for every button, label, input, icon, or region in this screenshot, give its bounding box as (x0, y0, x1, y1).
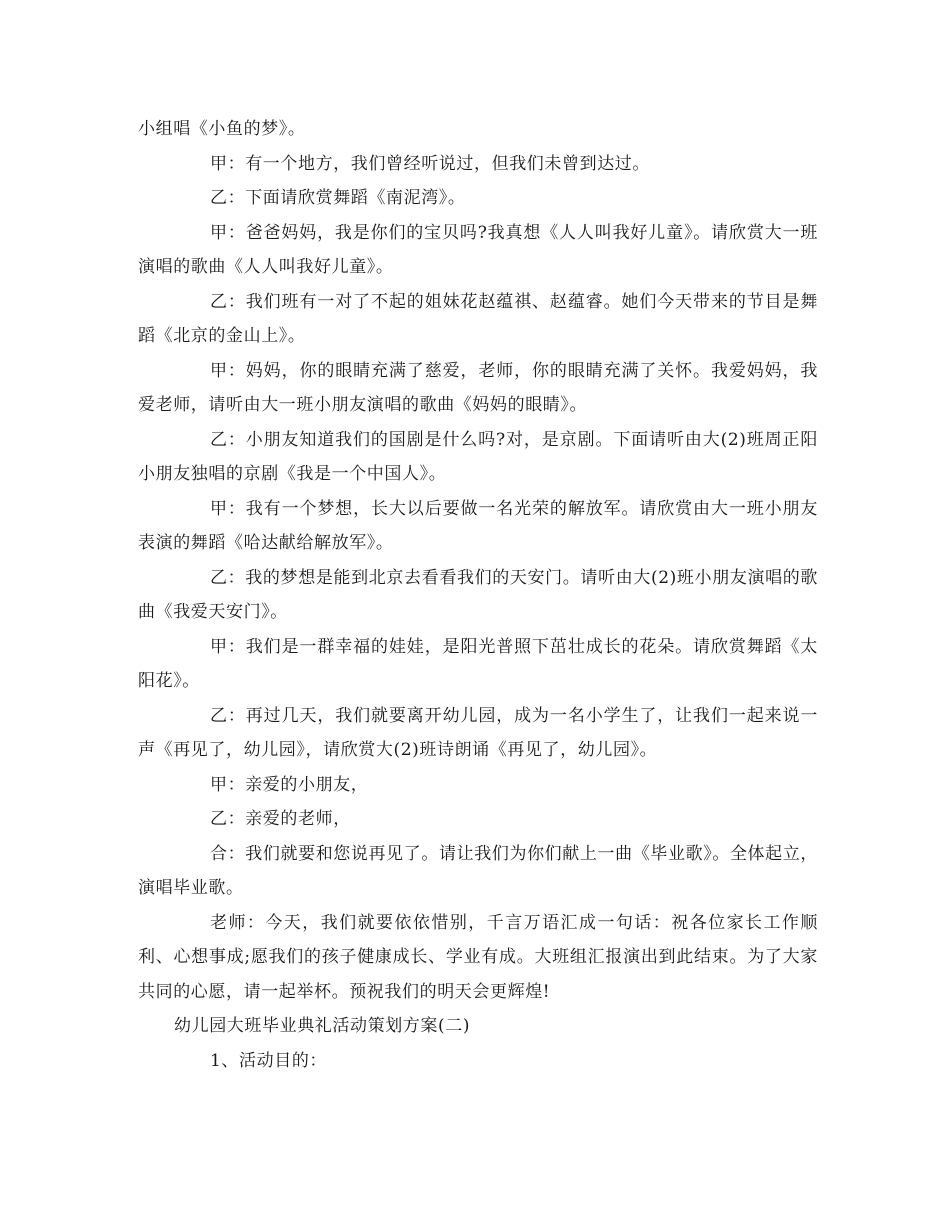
paragraph-6: 甲：妈妈，你的眼睛充满了慈爱，老师，你的眼睛充满了关怀。我爱妈妈，我爱老师，请听由大一班小朋友演唱的歌曲《妈妈的眼睛》。 (138, 360, 818, 415)
paragraph-9: 乙：我的梦想是能到北京去看看我们的天安门。请听由大(2)班小朋友演唱的歌曲《我爱天安门》。 (138, 567, 818, 622)
paragraph-14: 合：我们就要和您说再见了。请让我们为你们献上一曲《毕业歌》。全体起立，演唱毕业歌。 (138, 843, 818, 898)
paragraph-4: 甲：爸爸妈妈，我是你们的宝贝吗?我真想《人人叫我好儿童》。请欣赏大一班演唱的歌曲《人人叫我好儿童》。 (138, 222, 818, 277)
paragraph-12: 甲：亲爱的小朋友， (210, 774, 369, 795)
paragraph-13: 乙：亲爱的老师， (210, 809, 351, 829)
document-body (138, 112, 818, 1078)
paragraph-17: 1、活动目的： (210, 1050, 328, 1071)
paragraph-1: 小组唱《小鱼的梦》。 (138, 119, 306, 139)
section-title: 幼儿园大班毕业典礼活动策划方案(二) (174, 1016, 471, 1036)
paragraph-10: 甲：我们是一群幸福的娃娃，是阳光普照下茁壮成长的花朵。请欣赏舞蹈《太阳花》。 (138, 636, 818, 691)
paragraph-7: 乙：小朋友知道我们的国剧是什么吗?对，是京剧。下面请听由大(2)班周正阳小朋友独唱的京剧《我是一个中国人》。 (138, 429, 818, 484)
paragraph-15: 老师：今天，我们就要依依惜别，千言万语汇成一句话：祝各位家长工作顺利、心想事成;愿我们的孩子健康成长、学业有成。大班组汇报演出到此结束。为了大家共同的心愿，请一起举杯。预祝我们的明天会更辉煌! (138, 912, 818, 1002)
paragraph-2: 甲：有一个地方，我们曾经听说过，但我们未曾到达过。 (210, 153, 650, 174)
paragraph-11: 乙：再过几天，我们就要离开幼儿园，成为一名小学生了，让我们一起来说一声《再见了，幼儿园》，请欣赏大(2)班诗朗诵《再见了，幼儿园》。 (138, 705, 818, 760)
paragraph-3: 乙：下面请欣赏舞蹈《南泥湾》。 (210, 188, 466, 208)
paragraph-8: 甲：我有一个梦想，长大以后要做一名光荣的解放军。请欣赏由大一班小朋友表演的舞蹈《哈达献给解放军》。 (138, 498, 818, 553)
paragraph-5: 乙：我们班有一对了不起的姐妹花赵蕴祺、赵蕴睿。她们今天带来的节目是舞蹈《北京的金山上》。 (138, 291, 818, 346)
